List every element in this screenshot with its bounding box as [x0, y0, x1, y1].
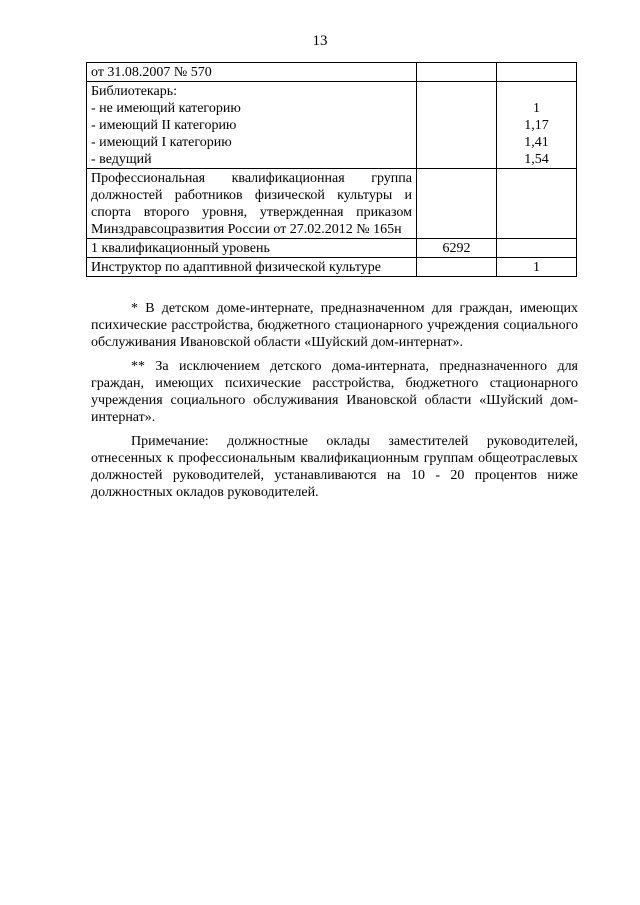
page-number: 13 [312, 33, 328, 49]
coefficient-cell [497, 258, 577, 277]
position-cell [87, 63, 417, 82]
coefficient-cell [497, 169, 577, 239]
footnote-single-asterisk: * В детском доме-интернате, предназначенном для граждан, имеющих психические расстройства, бюджетного стационарного учреждения социального обслуживания Ивановской области «Шуйский дом-интернат». [91, 301, 578, 350]
table-row [87, 82, 577, 169]
position-line: от 31.08.2007 № 570 [91, 65, 212, 80]
salary-cell [417, 258, 497, 277]
position-cell [87, 239, 417, 258]
coefficient-cell [497, 63, 577, 82]
position-line: - ведущий [91, 152, 152, 167]
position-line: 1 квалификационный уровень [91, 241, 270, 256]
coefficient-line: 1,17 [524, 118, 549, 133]
note-paragraph: Примечание: должностные оклады заместителей руководителей, отнесенных к профессиональным квалификационным группам общеотраслевых должностей руководителей, устанавливаются на 10 - 20 процентов ниже должностных окладов руководителей. [91, 434, 578, 500]
coefficient-line: 1 [533, 260, 540, 275]
table-row [87, 239, 577, 258]
position-line: Инструктор по адаптивной физической культуре [91, 260, 381, 275]
position-line: - имеющий I категорию [91, 135, 232, 150]
coefficient-line: 1,54 [524, 152, 549, 167]
position-cell [87, 82, 417, 169]
salary-table [86, 62, 577, 277]
position-line: - имеющий II категорию [91, 118, 237, 133]
position-line: - не имеющий категорию [91, 101, 241, 116]
position-cell: Профессиональная квалификационная группа должностей работников физической культуры и спорта второго уровня, утвержденная приказом Минздравсоцразвития России от 27.02.2012 № 165н [87, 169, 417, 239]
position-line: Библиотекарь: [91, 84, 178, 99]
table-row [87, 258, 577, 277]
salary-cell [417, 82, 497, 169]
coefficient-cell [497, 82, 577, 169]
coefficient-line: 1 [533, 101, 540, 116]
salary-cell [417, 63, 497, 82]
salary-cell [417, 169, 497, 239]
coefficient-cell [497, 239, 577, 258]
table-row [87, 169, 577, 239]
footnote-double-asterisk: ** За исключением детского дома-интерната, предназначенного для граждан, имеющих психические расстройства, бюджетного стационарного учреждения социального обслуживания Ивановской области «Шуйский дом-интернат». [91, 359, 578, 425]
salary-cell: 6292 [417, 239, 497, 258]
position-cell [87, 258, 417, 277]
footnotes [91, 300, 578, 508]
table-row [87, 63, 577, 82]
coefficient-line [501, 83, 572, 100]
coefficient-line: 1,41 [524, 135, 549, 150]
